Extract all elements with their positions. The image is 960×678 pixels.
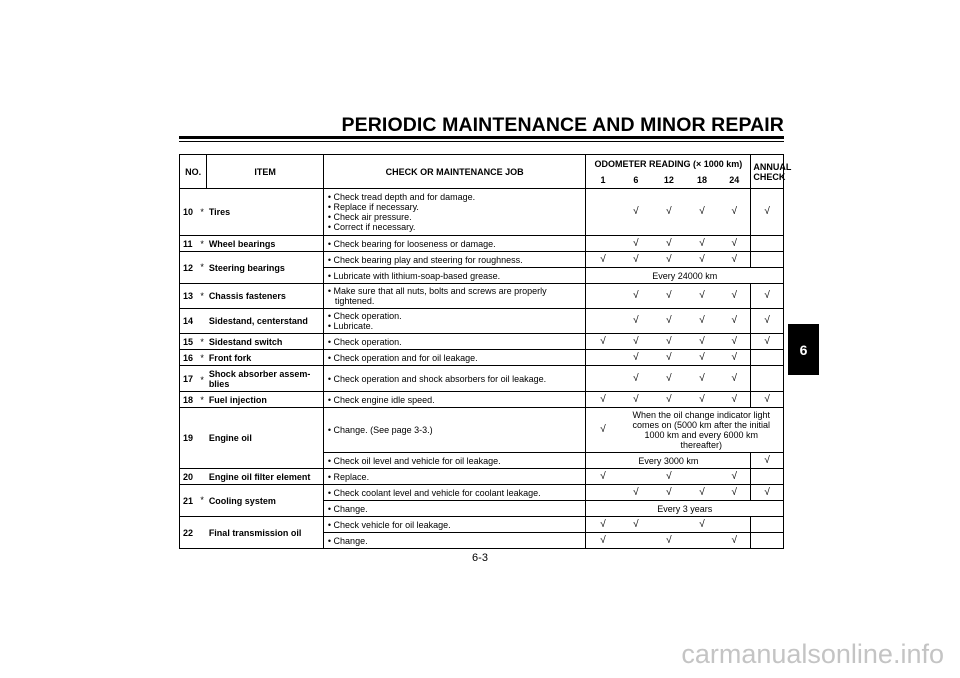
table-row bbox=[180, 366, 784, 392]
check-mark: √ bbox=[652, 252, 686, 268]
job-list bbox=[323, 350, 586, 366]
asterisk: * bbox=[197, 334, 206, 350]
check-mark: √ bbox=[718, 469, 751, 485]
table-row bbox=[180, 309, 784, 334]
table-row bbox=[180, 350, 784, 366]
oil-change-note: When the oil change indicator light comes on (5000 km after the initial 1000 km and every 6000 km thereafter) bbox=[620, 408, 784, 453]
check-mark: √ bbox=[652, 392, 686, 408]
check-mark: √ bbox=[620, 517, 653, 533]
job-list bbox=[323, 517, 586, 533]
check-mark: √ bbox=[586, 408, 620, 453]
check-mark: √ bbox=[751, 485, 784, 501]
item-name: Sidestand, centerstand bbox=[207, 309, 324, 334]
header-interval: 12 bbox=[652, 173, 686, 189]
check-mark: √ bbox=[686, 350, 719, 366]
check-mark: √ bbox=[586, 334, 620, 350]
row-number: 17 bbox=[180, 366, 198, 392]
interval-1 bbox=[586, 350, 620, 366]
asterisk bbox=[197, 517, 206, 549]
interval-note: Every 3 years bbox=[586, 501, 784, 517]
check-mark: √ bbox=[686, 189, 719, 236]
check-mark: √ bbox=[620, 189, 653, 236]
job-list bbox=[323, 453, 586, 469]
interval-1 bbox=[586, 366, 620, 392]
job-text: • Correct if necessary. bbox=[327, 222, 416, 232]
check-mark: √ bbox=[718, 485, 751, 501]
check-mark: √ bbox=[718, 533, 751, 549]
job-text: • Lubricate. bbox=[327, 321, 374, 331]
job-text: • Check operation and shock absorbers for oil leakage. bbox=[327, 373, 547, 384]
title-rule-thin bbox=[179, 141, 784, 142]
check-mark: √ bbox=[686, 284, 719, 309]
check-mark: √ bbox=[620, 334, 653, 350]
header-no: NO. bbox=[180, 155, 207, 189]
check-mark: √ bbox=[686, 252, 719, 268]
interval-12 bbox=[652, 517, 686, 533]
check-mark: √ bbox=[718, 189, 751, 236]
item-name: Cooling system bbox=[207, 485, 324, 517]
asterisk: * bbox=[197, 236, 206, 252]
item-name: Shock absorber assem-blies bbox=[207, 366, 324, 392]
check-mark: √ bbox=[718, 334, 751, 350]
job-list bbox=[323, 268, 586, 284]
item-name: Front fork bbox=[207, 350, 324, 366]
check-mark: √ bbox=[586, 517, 620, 533]
table-row bbox=[180, 252, 784, 268]
check-mark: √ bbox=[751, 309, 784, 334]
job-list bbox=[323, 366, 586, 392]
item-name: Final transmission oil bbox=[207, 517, 324, 549]
job-text: • Lubricate with lithium-soap-based grease. bbox=[327, 270, 501, 281]
asterisk bbox=[197, 309, 206, 334]
job-list bbox=[323, 469, 586, 485]
asterisk: * bbox=[197, 485, 206, 517]
interval-1 bbox=[586, 189, 620, 236]
item-name: Wheel bearings bbox=[207, 236, 324, 252]
table-row bbox=[180, 485, 784, 501]
check-mark: √ bbox=[652, 366, 686, 392]
job-text: • Check bearing for looseness or damage. bbox=[327, 238, 496, 249]
check-mark: √ bbox=[620, 309, 653, 334]
job-text: • Make sure that all nuts, bolts and screws are properly tightened. bbox=[327, 286, 547, 306]
table-row bbox=[180, 334, 784, 350]
annual-cell bbox=[751, 517, 784, 533]
watermark: carmanualsonline.info bbox=[681, 639, 944, 669]
check-mark: √ bbox=[620, 284, 653, 309]
interval-6 bbox=[620, 533, 653, 549]
job-list bbox=[323, 284, 586, 309]
check-mark: √ bbox=[652, 236, 686, 252]
row-number: 18 bbox=[180, 392, 198, 408]
job-list bbox=[323, 334, 586, 350]
job-text: • Check bearing play and steering for roughness. bbox=[327, 254, 523, 265]
job-list bbox=[323, 485, 586, 501]
row-number: 14 bbox=[180, 309, 198, 334]
asterisk bbox=[197, 469, 206, 485]
row-number: 11 bbox=[180, 236, 198, 252]
check-mark: √ bbox=[652, 485, 686, 501]
job-list bbox=[323, 408, 586, 453]
check-mark: √ bbox=[620, 392, 653, 408]
job-list bbox=[323, 501, 586, 517]
job-text: • Replace. bbox=[327, 471, 370, 482]
title-rule bbox=[179, 136, 784, 139]
job-list bbox=[323, 252, 586, 268]
interval-note: Every 24000 km bbox=[586, 268, 784, 284]
job-text: • Change. bbox=[327, 503, 368, 514]
annual-cell bbox=[751, 469, 784, 485]
check-mark: √ bbox=[620, 252, 653, 268]
check-mark: √ bbox=[620, 236, 653, 252]
header-job: CHECK OR MAINTENANCE JOB bbox=[323, 155, 586, 189]
table-row bbox=[180, 189, 784, 236]
item-name: Fuel injection bbox=[207, 392, 324, 408]
check-mark: √ bbox=[718, 309, 751, 334]
interval-1 bbox=[586, 284, 620, 309]
table-row bbox=[180, 284, 784, 309]
job-text: • Check oil level and vehicle for oil leakage. bbox=[327, 455, 501, 466]
check-mark: √ bbox=[686, 366, 719, 392]
check-mark: √ bbox=[686, 334, 719, 350]
check-mark: √ bbox=[652, 469, 686, 485]
job-list bbox=[323, 392, 586, 408]
check-mark: √ bbox=[718, 350, 751, 366]
row-number: 12 bbox=[180, 252, 198, 284]
maintenance-table bbox=[179, 154, 792, 549]
check-mark: √ bbox=[652, 309, 686, 334]
row-number: 21 bbox=[180, 485, 198, 517]
annual-cell bbox=[751, 533, 784, 549]
check-mark: √ bbox=[652, 284, 686, 309]
header-interval: 1 bbox=[586, 173, 620, 189]
table-row bbox=[180, 469, 784, 485]
table-row bbox=[180, 392, 784, 408]
job-text: • Check operation. bbox=[327, 311, 402, 321]
interval-24 bbox=[718, 517, 751, 533]
check-mark: √ bbox=[686, 236, 719, 252]
job-list bbox=[323, 236, 586, 252]
annual-cell bbox=[751, 366, 784, 392]
page-title: PERIODIC MAINTENANCE AND MINOR REPAIR bbox=[341, 114, 784, 136]
header-interval: 6 bbox=[620, 173, 653, 189]
row-number: 10 bbox=[180, 189, 198, 236]
check-mark: √ bbox=[586, 469, 620, 485]
check-mark: √ bbox=[686, 392, 719, 408]
job-text: • Check coolant level and vehicle for coolant leakage. bbox=[327, 487, 541, 498]
job-text: • Check tread depth and for damage. bbox=[327, 192, 476, 202]
item-name: Sidestand switch bbox=[207, 334, 324, 350]
check-mark: √ bbox=[718, 366, 751, 392]
check-mark: √ bbox=[620, 366, 653, 392]
annual-cell bbox=[751, 252, 784, 268]
item-name: Engine oil filter element bbox=[207, 469, 324, 485]
interval-1 bbox=[586, 485, 620, 501]
header-interval: 24 bbox=[718, 173, 751, 189]
row-number: 20 bbox=[180, 469, 198, 485]
item-name: Tires bbox=[207, 189, 324, 236]
row-number: 19 bbox=[180, 408, 198, 469]
job-list bbox=[323, 189, 586, 236]
table-row bbox=[180, 408, 784, 453]
table-row bbox=[180, 517, 784, 533]
check-mark: √ bbox=[686, 485, 719, 501]
job-list bbox=[323, 533, 586, 549]
page-number: 6-3 bbox=[472, 552, 488, 564]
table-row bbox=[180, 236, 784, 252]
check-mark: √ bbox=[652, 533, 686, 549]
check-mark: √ bbox=[751, 334, 784, 350]
check-mark: √ bbox=[751, 392, 784, 408]
interval-18 bbox=[686, 469, 719, 485]
item-name: Chassis fasteners bbox=[207, 284, 324, 309]
interval-6 bbox=[620, 469, 653, 485]
check-mark: √ bbox=[652, 189, 686, 236]
job-text: • Check operation and for oil leakage. bbox=[327, 352, 478, 363]
check-mark: √ bbox=[751, 453, 784, 469]
chapter-tab[interactable]: 6 bbox=[788, 324, 819, 375]
check-mark: √ bbox=[586, 252, 620, 268]
row-number: 15 bbox=[180, 334, 198, 350]
job-text: • Change. (See page 3-3.) bbox=[327, 425, 433, 435]
job-text: • Replace if necessary. bbox=[327, 202, 419, 212]
asterisk: * bbox=[197, 392, 206, 408]
interval-18 bbox=[686, 533, 719, 549]
header-annual: ANNUAL CHECK bbox=[751, 155, 784, 189]
asterisk: * bbox=[197, 366, 206, 392]
check-mark: √ bbox=[751, 189, 784, 236]
check-mark: √ bbox=[718, 236, 751, 252]
job-text: • Change. bbox=[327, 535, 368, 546]
row-number: 13 bbox=[180, 284, 198, 309]
job-text: • Check air pressure. bbox=[327, 212, 412, 222]
asterisk bbox=[197, 408, 206, 469]
asterisk: * bbox=[197, 189, 206, 236]
check-mark: √ bbox=[718, 392, 751, 408]
check-mark: √ bbox=[620, 350, 653, 366]
header-interval: 18 bbox=[686, 173, 719, 189]
row-number: 16 bbox=[180, 350, 198, 366]
annual-cell bbox=[751, 236, 784, 252]
interval-note: Every 3000 km bbox=[586, 453, 751, 469]
asterisk: * bbox=[197, 252, 206, 284]
job-text: • Check operation. bbox=[327, 336, 402, 347]
job-list bbox=[323, 309, 586, 334]
header-odometer: ODOMETER READING (× 1000 km) bbox=[586, 155, 751, 173]
check-mark: √ bbox=[718, 252, 751, 268]
item-name: Steering bearings bbox=[207, 252, 324, 284]
check-mark: √ bbox=[686, 309, 719, 334]
row-number: 22 bbox=[180, 517, 198, 549]
job-text: • Check vehicle for oil leakage. bbox=[327, 519, 451, 530]
check-mark: √ bbox=[586, 392, 620, 408]
item-name: Engine oil bbox=[207, 408, 324, 469]
check-mark: √ bbox=[686, 517, 719, 533]
check-mark: √ bbox=[652, 350, 686, 366]
annual-cell bbox=[751, 350, 784, 366]
check-mark: √ bbox=[751, 284, 784, 309]
interval-1 bbox=[586, 236, 620, 252]
interval-1 bbox=[586, 309, 620, 334]
job-text: • Check engine idle speed. bbox=[327, 394, 435, 405]
check-mark: √ bbox=[620, 485, 653, 501]
header-item: ITEM bbox=[207, 155, 324, 189]
asterisk: * bbox=[197, 350, 206, 366]
check-mark: √ bbox=[586, 533, 620, 549]
asterisk: * bbox=[197, 284, 206, 309]
check-mark: √ bbox=[718, 284, 751, 309]
check-mark: √ bbox=[652, 334, 686, 350]
